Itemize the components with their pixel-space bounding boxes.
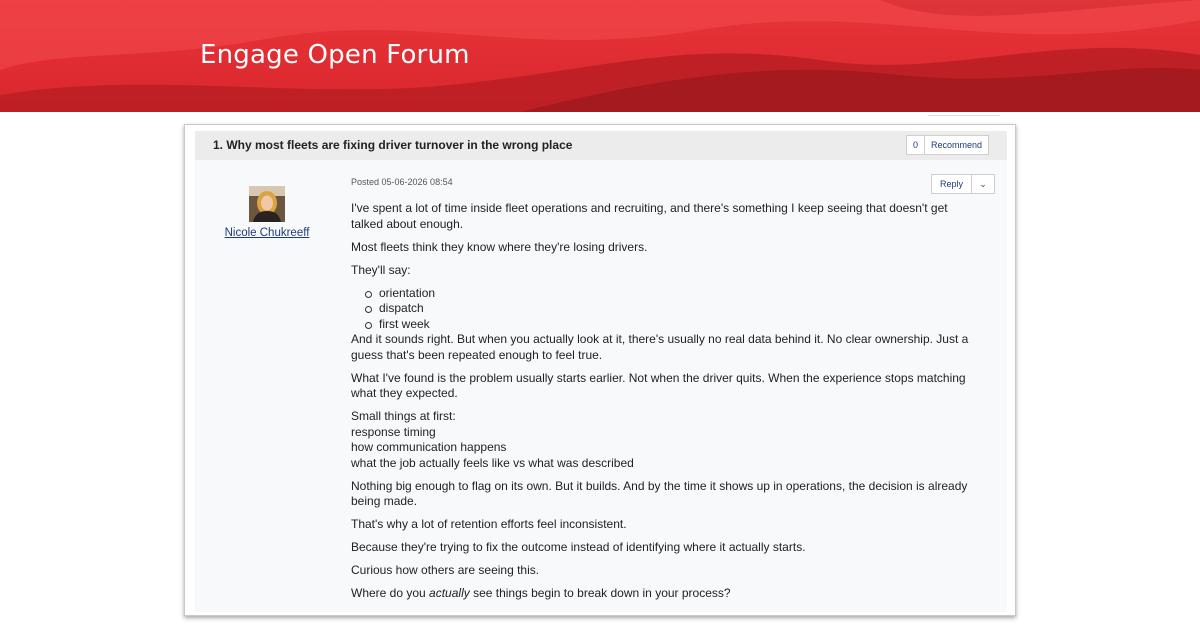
question-emphasis: actually xyxy=(429,586,470,600)
post-paragraph: They'll say: xyxy=(351,262,411,277)
reply-button-group xyxy=(931,174,995,194)
post-timestamp: Posted 05-06-2026 08:54 xyxy=(351,177,453,187)
page-title: Engage Open Forum xyxy=(200,40,470,70)
post-paragraph: What I've found is the problem usually starts earlier. Not when the driver quits. When the experience stops matching what they expected. xyxy=(351,370,966,400)
post-container xyxy=(195,160,1007,612)
post-paragraph: Nothing big enough to flag on its own. But it builds. And by the time it shows up in operations, the decision is already being made. xyxy=(351,478,968,508)
post-author xyxy=(217,186,317,239)
post-paragraph: Most fleets think they know where they're losing drivers. xyxy=(351,239,648,254)
reply-button[interactable]: Reply xyxy=(932,175,972,193)
text-line: Small things at first: xyxy=(351,409,456,423)
bullet-list xyxy=(365,286,981,333)
recommend-count: 0 xyxy=(907,136,925,154)
post-paragraph-lines xyxy=(351,409,981,471)
thread-header xyxy=(195,131,1007,160)
list-item: first week xyxy=(365,317,981,333)
question-text: Where do you xyxy=(351,586,430,600)
author-name-link[interactable]: Nicole Chukreeff xyxy=(224,227,310,239)
post-paragraph: I've spent a lot of time inside fleet operations and recruiting, and there's something I keep seeing that doesn't get talked about enough. xyxy=(351,201,948,231)
question-text: see things begin to break down in your process? xyxy=(469,586,731,600)
list-item: dispatch xyxy=(365,301,981,317)
recommend-label[interactable]: Recommend xyxy=(930,140,982,150)
thread-card xyxy=(184,124,1016,616)
post-paragraph: Curious how others are seeing this. xyxy=(351,563,540,577)
post-paragraph: And it sounds right. But when you actually look at it, there's usually no real data behind it. No clear ownership. Just a guess that's been repeated enough to feel true. xyxy=(351,332,969,362)
chevron-down-icon[interactable]: ⌄ xyxy=(979,179,987,189)
post-question xyxy=(351,586,981,602)
banner-divider xyxy=(928,112,1000,116)
banner-wave-decoration xyxy=(0,0,1200,112)
text-line: how communication happens xyxy=(351,440,507,454)
post-paragraph: That's why a lot of retention efforts feel inconsistent. xyxy=(351,517,627,531)
text-line: response timing xyxy=(351,424,436,439)
post-paragraph: Because they're trying to fix the outcome instead of identifying where it actually starts. xyxy=(351,540,806,554)
thread-title[interactable]: 1. Why most fleets are fixing driver turnover in the wrong place xyxy=(213,138,573,152)
post-content xyxy=(351,201,981,609)
text-line: what the job actually feels like vs what was described xyxy=(351,455,634,470)
list-item: orientation xyxy=(365,286,981,302)
recommend-button[interactable] xyxy=(906,135,989,155)
forum-banner xyxy=(0,0,1200,112)
avatar-photo-icon xyxy=(249,186,285,222)
avatar[interactable] xyxy=(249,186,285,222)
